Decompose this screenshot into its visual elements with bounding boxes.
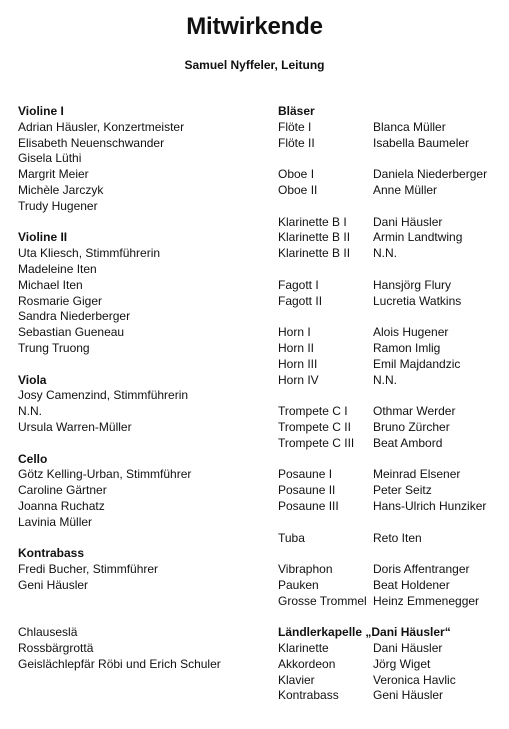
musician-name: Emil Majdandzic <box>373 356 461 371</box>
spacer <box>278 515 506 531</box>
musician-name: Michael Iten <box>18 277 83 292</box>
member-row <box>278 230 506 246</box>
member-row <box>278 246 506 262</box>
instrument-label: Akkordeon <box>278 656 336 671</box>
instrument-label: Horn I <box>278 325 311 340</box>
section-heading: Violine I <box>18 104 64 118</box>
section-heading: Kontrabass <box>18 546 85 561</box>
section-heading: Bläser <box>278 104 315 118</box>
band-heading: Ländlerkapelle „Dani Häusler“ <box>278 625 451 640</box>
musician-name: Jörg Wiget <box>373 656 431 671</box>
musician-name: Sandra Niederberger <box>18 309 131 324</box>
spacer <box>278 151 506 167</box>
musician-name: Othmar Werder <box>373 404 456 419</box>
guest-name: Geislächlepfär Röbi und Erich Schuler <box>18 656 221 671</box>
musician-name: Anne Müller <box>373 182 438 197</box>
musician-name: Reto Iten <box>373 530 422 545</box>
spacer <box>278 546 506 562</box>
musician-name: Hans-Ulrich Hunziker <box>373 498 487 513</box>
instrument-label: Oboe II <box>278 182 318 197</box>
musician-name: Adrian Häusler, Konzertmeister <box>18 119 185 134</box>
page-title: Mitwirkende <box>186 13 323 40</box>
musician-name: Lucretia Watkins <box>373 293 462 308</box>
member-row <box>278 215 506 231</box>
page-subtitle: Samuel Nyffeler, Leitung <box>184 58 325 72</box>
guest-name: Chlauseslä <box>18 625 78 640</box>
spacer <box>18 436 268 452</box>
musician-name: Joanna Ruchatz <box>18 498 105 513</box>
member-row <box>278 136 506 152</box>
member-row <box>278 420 506 436</box>
musician-name: Gisela Lüthi <box>18 151 82 166</box>
spacer <box>18 594 268 610</box>
musician-name: Fredi Bucher, Stimmführer <box>18 562 159 577</box>
musician-name: Veronica Havlic <box>373 672 456 687</box>
instrument-label: Horn IV <box>278 372 319 387</box>
musician-name: Sebastian Gueneau <box>18 325 125 340</box>
member-row <box>278 325 506 341</box>
musician-name: Peter Seitz <box>373 483 432 498</box>
musician-name: Dani Häusler <box>373 214 443 229</box>
musician-name: Bruno Zürcher <box>373 419 450 434</box>
member-row <box>278 594 506 610</box>
instrument-label: Oboe I <box>278 167 315 182</box>
member-row <box>278 499 506 515</box>
spacer <box>18 215 268 231</box>
musician-name: Doris Affentranger <box>373 562 470 577</box>
musician-name: N.N. <box>18 404 42 419</box>
member-row <box>278 562 506 578</box>
musician-name: N.N. <box>373 372 397 387</box>
instrument-label: Horn III <box>278 356 318 371</box>
instrument-label: Klarinette B II <box>278 230 351 245</box>
musician-name: Hansjörg Flury <box>373 277 452 292</box>
instrument-label: Posaune III <box>278 498 339 513</box>
member-row <box>278 294 506 310</box>
instrument-label: Trompete C III <box>278 435 355 450</box>
instrument-label: Klavier <box>278 672 315 687</box>
musician-name: Dani Häusler <box>373 641 443 656</box>
musician-name: Alois Hugener <box>373 325 449 340</box>
instrument-label: Trompete C I <box>278 404 348 419</box>
spacer <box>278 610 506 626</box>
member-row <box>278 467 506 483</box>
member-row <box>278 673 506 689</box>
musician-name: Uta Kliesch, Stimmführerin <box>18 246 161 261</box>
spacer <box>18 610 268 626</box>
section-heading: Violine II <box>18 230 68 245</box>
musician-name: N.N. <box>373 246 397 261</box>
musician-name: Isabella Baumeler <box>373 135 470 150</box>
instrument-label: Fagott II <box>278 293 323 308</box>
spacer <box>278 309 506 325</box>
spacer <box>278 388 506 404</box>
section-heading: Viola <box>18 372 47 387</box>
musician-name: Geni Häusler <box>18 577 89 592</box>
member-row <box>278 120 506 136</box>
musician-name: Ramon Imlig <box>373 340 441 355</box>
member-row <box>278 183 506 199</box>
instrument-label: Flöte I <box>278 119 312 134</box>
musician-name: Lavinia Müller <box>18 514 93 529</box>
instrument-label: Vibraphon <box>278 562 333 577</box>
instrument-label: Flöte II <box>278 135 315 150</box>
member-row <box>278 357 506 373</box>
spacer <box>278 452 506 468</box>
musician-name: Beat Holdener <box>373 577 450 592</box>
member-row <box>278 167 506 183</box>
musician-name: Josy Camenzind, Stimmführerin <box>18 388 189 403</box>
instrument-label: Posaune II <box>278 483 336 498</box>
musician-name: Armin Landtwing <box>373 230 463 245</box>
strings-column <box>18 104 268 673</box>
musician-name: Daniela Niederberger <box>373 167 488 182</box>
instrument-label: Kontrabass <box>278 688 339 703</box>
instrument-label: Klarinette <box>278 641 329 656</box>
musician-name: Meinrad Elsener <box>373 467 461 482</box>
instrument-label: Klarinette B II <box>278 246 351 261</box>
musician-name: Heinz Emmenegger <box>373 593 480 608</box>
member-row <box>278 373 506 389</box>
winds-column <box>278 104 506 704</box>
musician-name: Blanca Müller <box>373 119 446 134</box>
member-row <box>278 578 506 594</box>
member-row <box>278 657 506 673</box>
musician-name: Trudy Hugener <box>18 198 98 213</box>
instrument-label: Fagott I <box>278 277 319 292</box>
member-row <box>278 688 506 704</box>
member-row <box>278 436 506 452</box>
musician-name: Margrit Meier <box>18 167 89 182</box>
musician-name: Trung Truong <box>18 340 90 355</box>
instrument-label: Klarinette B I <box>278 214 347 229</box>
member-row <box>278 404 506 420</box>
musician-name: Götz Kelling-Urban, Stimmführer <box>18 467 192 482</box>
musician-name: Rosmarie Giger <box>18 293 103 308</box>
musician-name: Caroline Gärtner <box>18 483 107 498</box>
member-row <box>278 483 506 499</box>
instrument-label: Trompete C II <box>278 419 351 434</box>
guest-name: Rossbärgrottä <box>18 641 94 656</box>
member-row <box>278 341 506 357</box>
instrument-label: Tuba <box>278 530 305 545</box>
instrument-label: Pauken <box>278 577 319 592</box>
member-row <box>278 278 506 294</box>
spacer <box>278 199 506 215</box>
musician-name: Michèle Jarczyk <box>18 182 104 197</box>
musician-name: Geni Häusler <box>373 688 444 703</box>
instrument-label: Horn II <box>278 340 315 355</box>
musician-name: Beat Ambord <box>373 435 443 450</box>
musician-name: Madeleine Iten <box>18 261 97 276</box>
spacer <box>18 357 268 373</box>
section-heading: Cello <box>18 451 48 466</box>
spacer <box>278 262 506 278</box>
musician-name: Ursula Warren-Müller <box>18 419 132 434</box>
instrument-label: Posaune I <box>278 467 333 482</box>
member-row <box>278 641 506 657</box>
musician-name: Elisabeth Neuenschwander <box>18 135 165 150</box>
member-row <box>278 531 506 547</box>
spacer <box>18 531 268 547</box>
instrument-label: Grosse Trommel <box>278 593 367 608</box>
